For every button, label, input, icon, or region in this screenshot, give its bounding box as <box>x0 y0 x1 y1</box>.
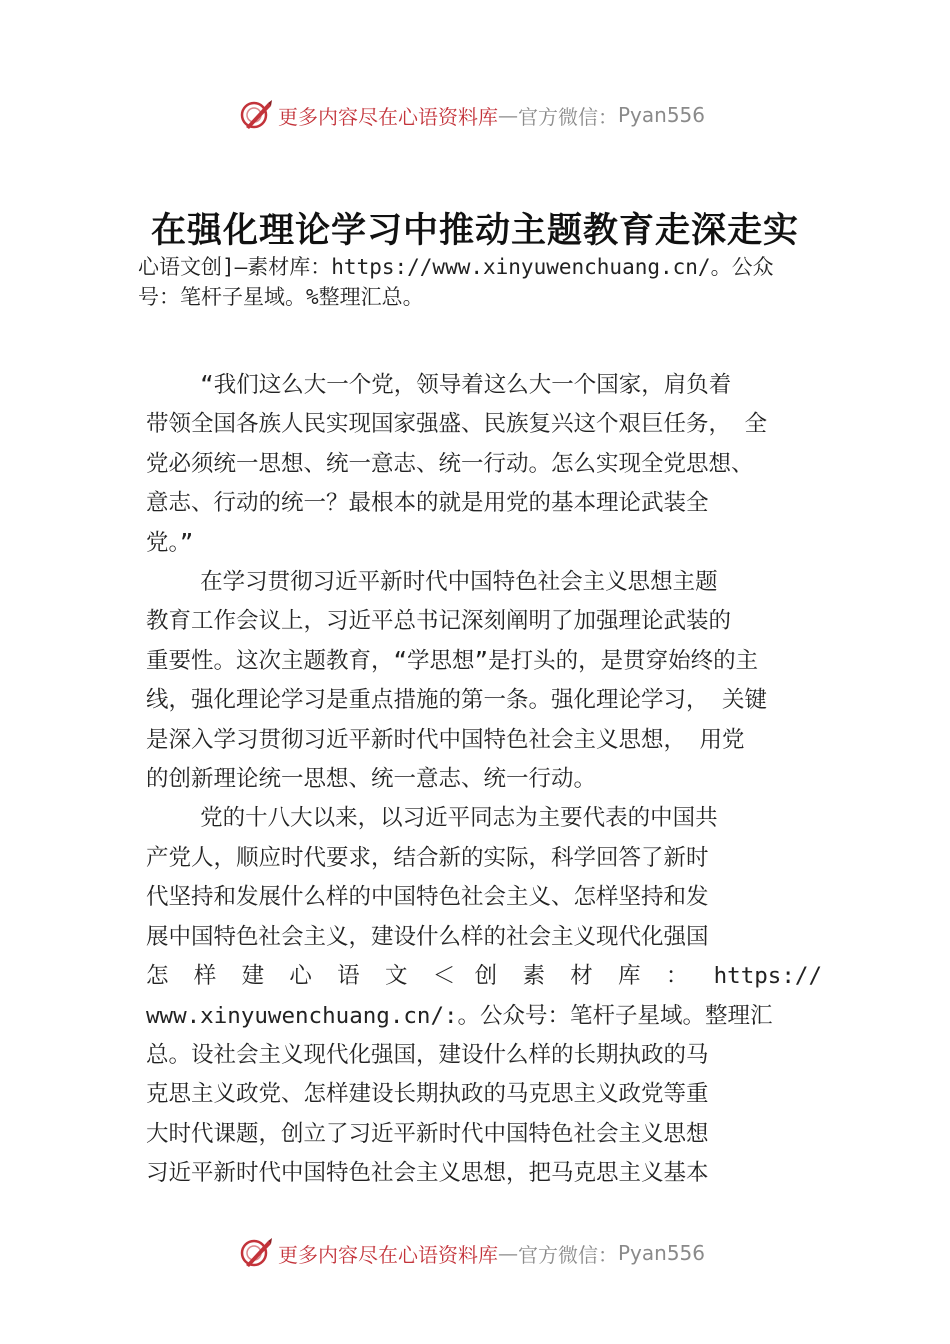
body-line: 重要性。这次主题教育，“学思想”是打头的，是贯穿始终的主 <box>146 647 759 674</box>
body-line: 怎 样 建 心 语 文 ＜ 创 素 材 库 ： https:// <box>146 963 822 990</box>
body-line: 线，强化理论学习是重点措施的第一条。强化理论学习， 关键 <box>146 687 768 714</box>
quill-seal-icon <box>238 97 274 133</box>
quill-seal-icon <box>238 1235 274 1271</box>
banner-main-text: 更多内容尽在心语资料库 <box>278 104 498 129</box>
banner-wechat-id: Pyan556 <box>618 103 706 127</box>
source-note <box>138 252 838 312</box>
body-line: 代坚持和发展什么样的中国特色社会主义、怎样坚持和发 <box>146 884 709 911</box>
banner-wechat-id: Pyan556 <box>618 1241 706 1265</box>
body-line: 是深入学习贯彻习近平新时代中国特色社会主义思想， 用党 <box>146 726 745 753</box>
body-line: www.xinyuwenchuang.cn/:。公众号：笔杆子星域。整理汇 <box>146 1002 773 1029</box>
document-title: 在强化理论学习中推动主题教育走深走实 <box>150 210 799 251</box>
source-line: 号：笔杆子星域。%整理汇总。 <box>138 285 424 309</box>
body-line: 在学习贯彻习近平新时代中国特色社会主义思想主题 <box>146 569 718 596</box>
source-line: 心语文创]—素材库：https://www.xinyuwenchuang.cn/。公众 <box>138 255 774 279</box>
header-banner <box>238 97 705 133</box>
body-line: 教育工作会议上，习近平总书记深刻阐明了加强理论武装的 <box>146 608 732 635</box>
footer-banner <box>238 1235 705 1271</box>
body-line: 克思主义政党、怎样建设长期执政的马克思主义政党等重 <box>146 1081 709 1108</box>
body-line: 总。设社会主义现代化强国，建设什么样的长期执政的马 <box>146 1041 709 1068</box>
body-line: 党。” <box>146 529 194 556</box>
banner-dash: — <box>498 1241 518 1265</box>
body-line: 大时代课题，创立了习近平新时代中国特色社会主义思想 <box>146 1120 709 1147</box>
banner-wechat-label: 官方微信： <box>518 1242 618 1267</box>
body-line: 展中国特色社会主义，建设什么样的社会主义现代化强国 <box>146 923 709 950</box>
banner-main-text: 更多内容尽在心语资料库 <box>278 1242 498 1267</box>
body-line: 带领全国各族人民实现国家强盛、民族复兴这个艰巨任务， 全 <box>146 411 768 438</box>
body-line: “我们这么大一个党，领导着这么大一个国家，肩负着 <box>146 372 732 398</box>
banner-wechat-label: 官方微信： <box>518 104 618 129</box>
body-line: 习近平新时代中国特色社会主义思想，把马克思主义基本 <box>146 1160 709 1187</box>
body-line: 党必须统一思想、统一意志、统一行动。怎么实现全党思想、 <box>146 450 754 477</box>
body-line: 党的十八大以来，以习近平同志为主要代表的中国共 <box>146 805 718 832</box>
document-body <box>146 366 822 1194</box>
body-line: 的创新理论统一思想、统一意志、统一行动。 <box>146 766 597 793</box>
body-line: 意志、行动的统一？最根本的就是用党的基本理论武装全 <box>146 490 709 517</box>
banner-dash: — <box>498 103 518 127</box>
body-line: 产党人，顺应时代要求，结合新的实际，科学回答了新时 <box>146 844 709 871</box>
